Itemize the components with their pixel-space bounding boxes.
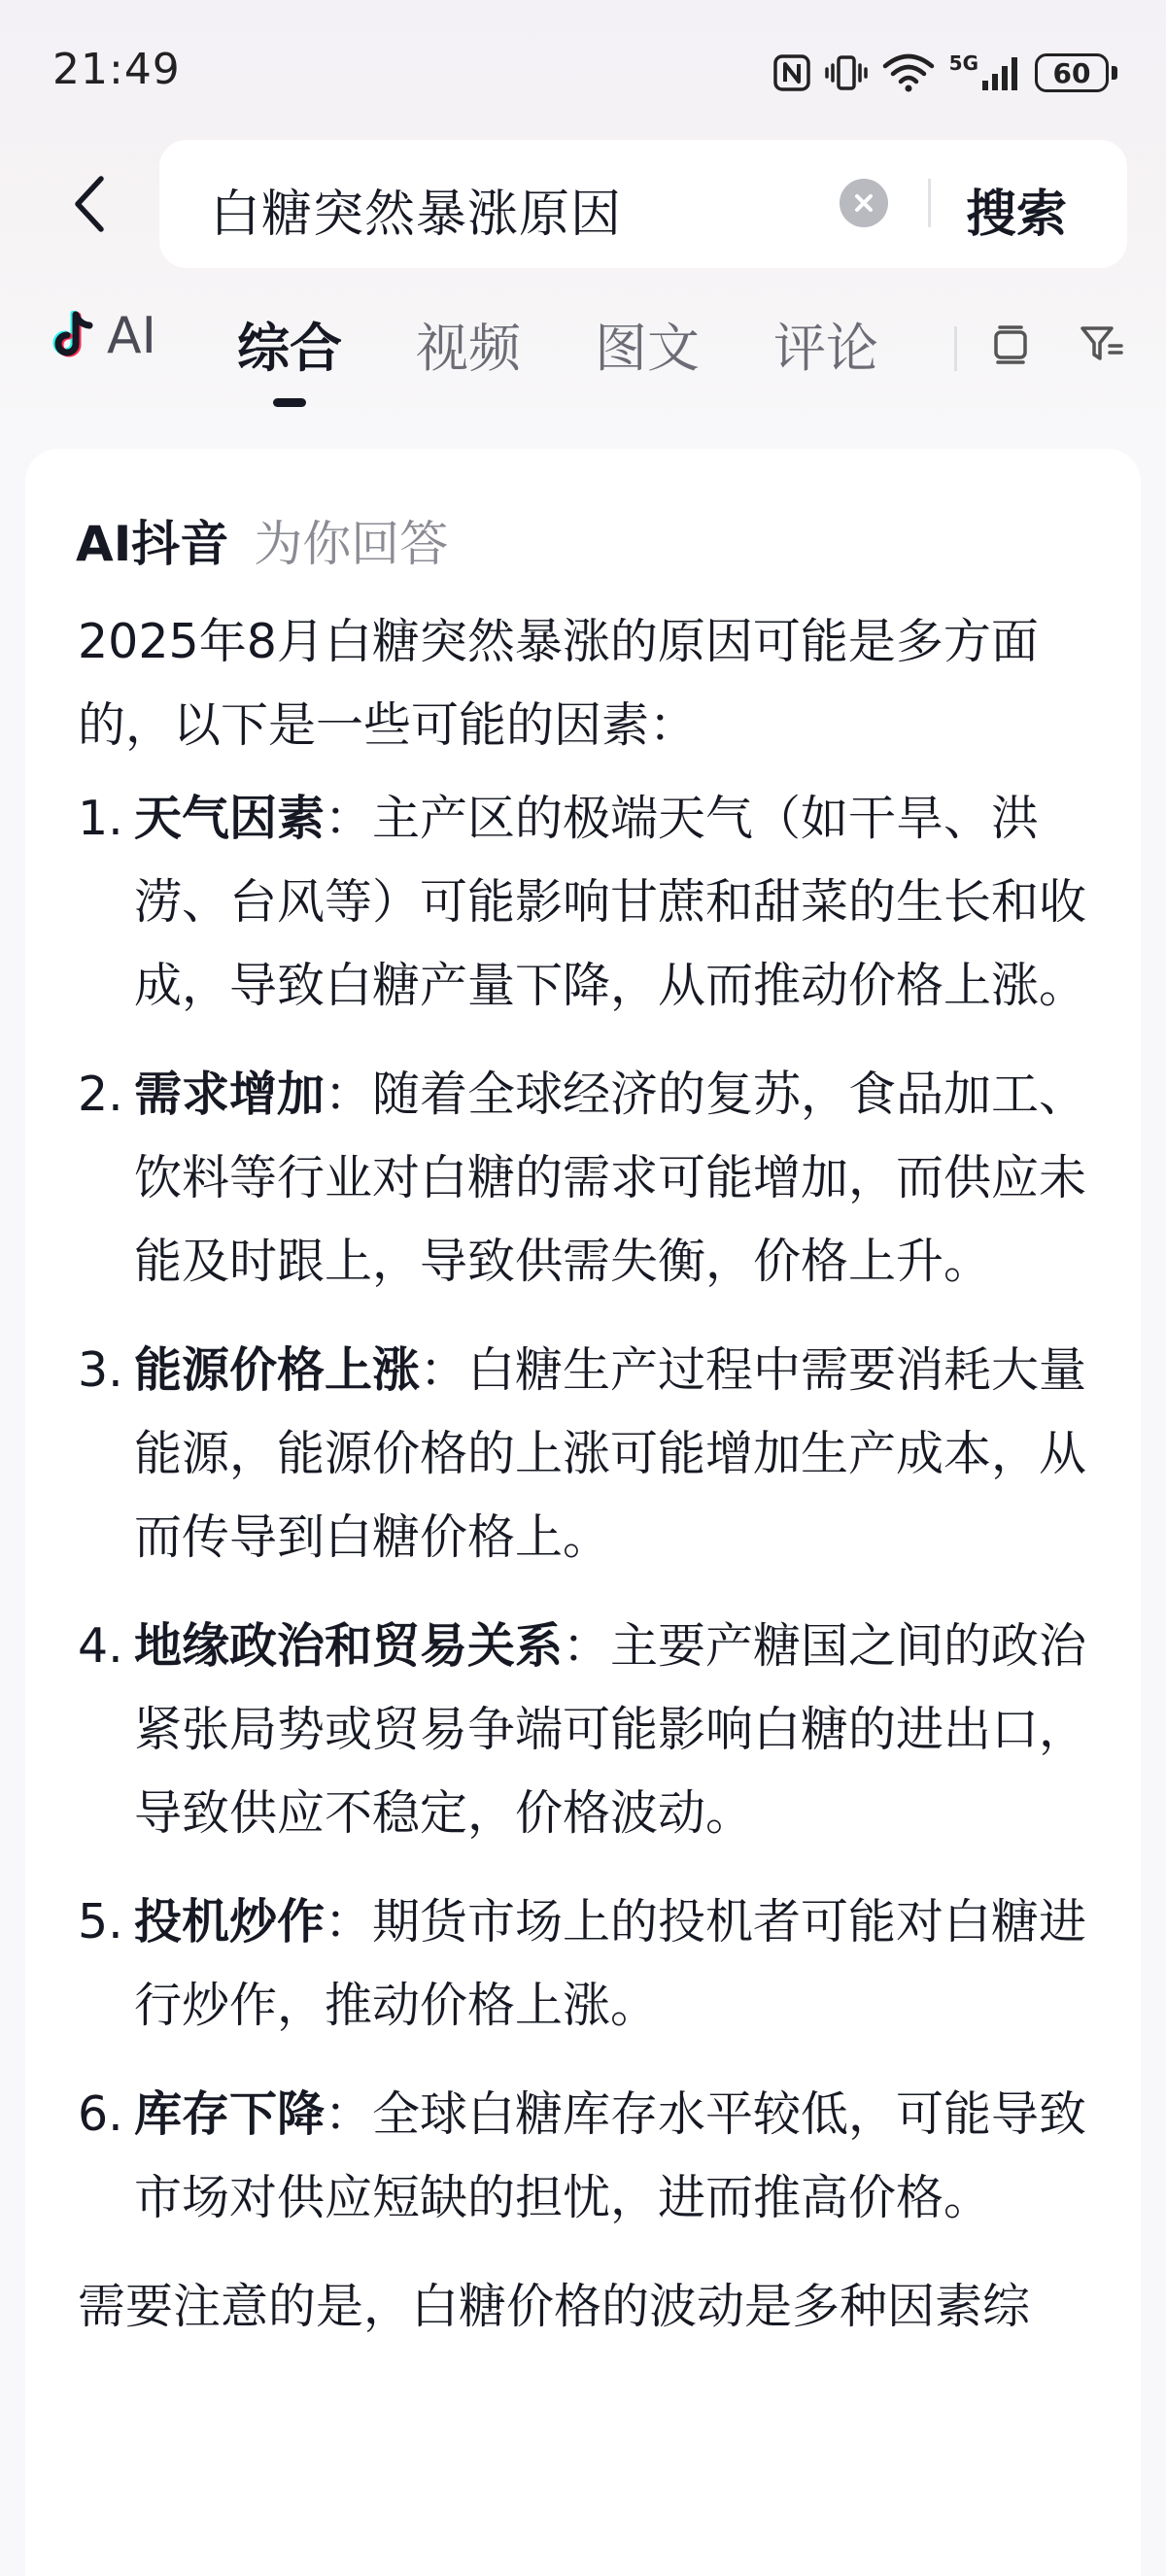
list-keyword: 需求增加 bbox=[134, 1067, 326, 1122]
tab-separator bbox=[954, 326, 957, 371]
filter-button[interactable] bbox=[1075, 317, 1129, 371]
battery-level: 60 bbox=[1052, 56, 1091, 89]
tab-image-text[interactable]: 图文 bbox=[595, 318, 700, 379]
list-number: 3. bbox=[78, 1342, 123, 1398]
status-bar bbox=[0, 0, 1166, 146]
clear-search-button[interactable] bbox=[840, 179, 888, 227]
list-text: ：白糖生产过程中需要消耗大量能源，能源价格的上涨可能增加生产成本，从而传导到白糖价格上。 bbox=[134, 1342, 1087, 1565]
active-tab-indicator bbox=[273, 398, 306, 407]
list-item bbox=[78, 1605, 1114, 1855]
list-item bbox=[78, 2073, 1114, 2240]
status-icons bbox=[772, 51, 1117, 95]
douyin-logo-icon bbox=[52, 311, 97, 361]
stack-icon bbox=[989, 322, 1032, 365]
list-number: 1. bbox=[78, 791, 123, 846]
status-time: 21:49 bbox=[52, 45, 181, 94]
filter-icon bbox=[1079, 322, 1125, 365]
nfc-icon bbox=[772, 53, 811, 92]
search-row bbox=[0, 140, 1166, 272]
tab-general[interactable]: 综合 bbox=[237, 318, 342, 379]
list-item bbox=[78, 1053, 1114, 1304]
list-keyword: 地缘政治和贸易关系 bbox=[134, 1618, 564, 1674]
list-number: 2. bbox=[78, 1067, 123, 1122]
search-input[interactable]: 白糖突然暴涨原因 bbox=[210, 186, 623, 244]
close-icon bbox=[853, 192, 874, 214]
ai-answer-card bbox=[25, 449, 1141, 2576]
battery-icon bbox=[1035, 53, 1117, 92]
list-text: ：主产区的极端天气（如干旱、洪涝、台风等）可能影响甘蔗和甜菜的生长和收成，导致白糖产量下降，从而推动价格上涨。 bbox=[134, 791, 1087, 1013]
answer-intro: 2025年8月白糖突然暴涨的原因可能是多方面的，以下是一些可能的因素： bbox=[78, 614, 1039, 753]
wifi-icon bbox=[881, 52, 936, 93]
list-keyword: 投机炒作 bbox=[134, 1894, 326, 1949]
search-divider bbox=[928, 179, 931, 227]
list-text: ：随着全球经济的复苏，食品加工、饮料等行业对白糖的需求可能增加，而供应未能及时跟上，导致供需失衡，价格上升。 bbox=[134, 1067, 1087, 1289]
vibrate-icon bbox=[825, 53, 868, 92]
tab-comments[interactable]: 评论 bbox=[773, 318, 878, 379]
ai-answer-body bbox=[78, 600, 1114, 2349]
list-keyword: 库存下降 bbox=[134, 2086, 326, 2142]
ai-subtitle: 为你回答 bbox=[254, 516, 449, 572]
tab-ai-label: AI bbox=[107, 307, 156, 365]
back-button[interactable] bbox=[60, 167, 119, 241]
answer-outro: 需要注意的是，白糖价格的波动是多种因素综 bbox=[78, 2279, 1031, 2334]
search-button[interactable]: 搜索 bbox=[966, 186, 1068, 244]
list-number: 5. bbox=[78, 1894, 123, 1949]
more-tabs-button[interactable] bbox=[983, 317, 1038, 371]
list-keyword: 天气因素 bbox=[134, 791, 326, 846]
network-type: 5G bbox=[948, 51, 978, 75]
list-text: ：主要产糖国之间的政治紧张局势或贸易争端可能影响白糖的进出口，导致供应不稳定，价格波动。 bbox=[134, 1618, 1087, 1841]
list-item bbox=[78, 777, 1114, 1028]
ai-brand-label: AI抖音 bbox=[76, 516, 229, 572]
list-keyword: 能源价格上涨 bbox=[134, 1342, 421, 1398]
list-item bbox=[78, 1881, 1114, 2048]
tab-video[interactable]: 视频 bbox=[416, 318, 521, 379]
list-text: ：期货市场上的投机者可能对白糖进行炒作，推动价格上涨。 bbox=[134, 1894, 1087, 2033]
list-item bbox=[78, 1329, 1114, 1579]
chevron-left-icon bbox=[70, 174, 109, 234]
search-box[interactable] bbox=[159, 140, 1127, 268]
list-text: ：全球白糖库存水平较低，可能导致市场对供应短缺的担忧，进而推高价格。 bbox=[134, 2086, 1087, 2225]
ai-answer-header bbox=[76, 505, 448, 575]
list-number: 6. bbox=[78, 2086, 123, 2142]
result-tabs bbox=[0, 291, 1166, 408]
tab-ai[interactable] bbox=[52, 307, 156, 365]
list-number: 4. bbox=[78, 1618, 123, 1674]
signal-icon bbox=[949, 53, 1021, 92]
